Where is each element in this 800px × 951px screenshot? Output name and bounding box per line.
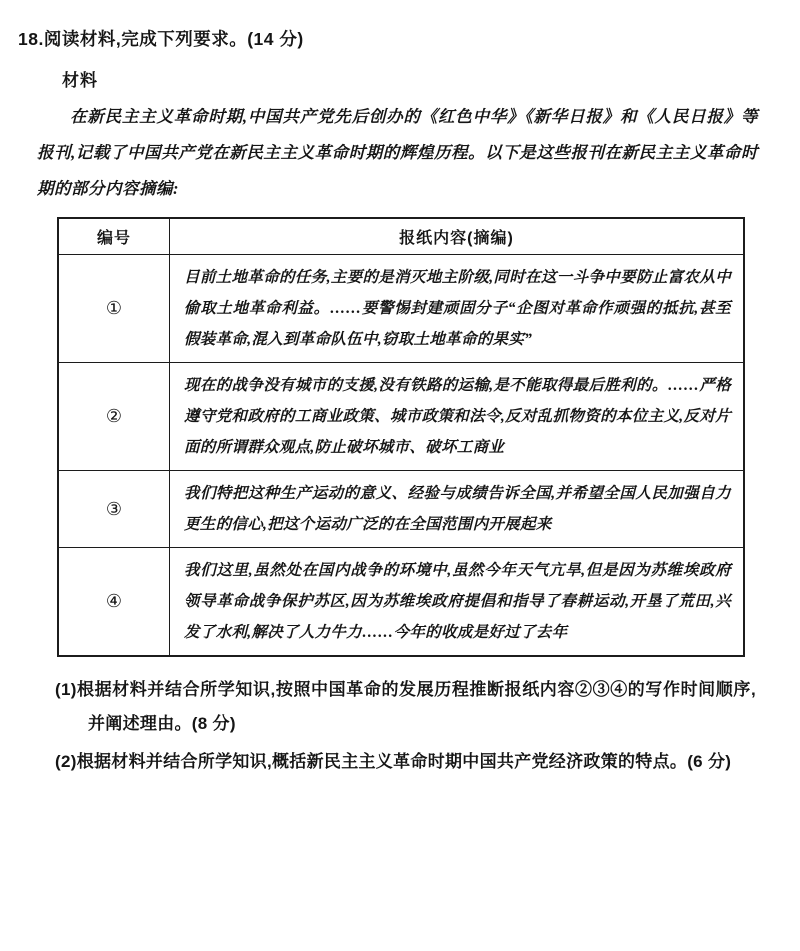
sub-question-2-label: (2) [55,752,77,771]
question-header [18,26,770,52]
row-content: 我们特把这种生产运动的意义、经验与成绩告诉全国,并希望全国人民加强自力更生的信心,把这个运动广泛的在全国范围内开展起来 [170,471,745,548]
sub-question-1 [55,673,756,741]
material-label: 材料 [62,71,98,90]
row-id: ③ [58,471,170,548]
sub-question-2-text: 根据材料并结合所学知识,概括新民主主义革命时期中国共产党经济政策的特点。(6 分) [76,752,732,771]
table-row [58,548,744,657]
row-id: ④ [58,548,170,657]
table-row [58,471,744,548]
table-row [58,363,744,471]
sub-question-1-text: 根据材料并结合所学知识,按照中国革命的发展历程推断报纸内容②③④的写作时间顺序,并阐述理由。(8 分) [76,680,756,733]
row-id: ② [58,363,170,471]
sub-question-1-label: (1) [55,680,77,699]
question-number: 18. [18,29,44,49]
table-row [58,255,744,363]
table-header-row [58,218,744,255]
column-header-content: 报纸内容(摘编) [170,218,745,255]
question-intro: 阅读材料,完成下列要求。(14 分) [43,29,304,49]
column-header-id: 编号 [58,218,170,255]
material-paragraph: 在新民主主义革命时期,中国共产党先后创办的《红色中华》《新华日报》和《人民日报》等报刊,记载了中国共产党在新民主主义革命时期的辉煌历程。以下是这些报刊在新民主主义革命时期的部分内容摘编: [37,107,758,198]
row-content: 现在的战争没有城市的支援,没有铁路的运输,是不能取得最后胜利的。……严格遵守党和政府的工商业政策、城市政策和法令,反对乱抓物资的本位主义,反对片面的所谓群众观点,防止破坏城市、破坏工商业 [170,363,745,471]
row-content: 目前土地革命的任务,主要的是消灭地主阶级,同时在这一斗争中要防止富农从中偷取土地革命利益。……要警惕封建顽固分子“企图对革命作顽强的抵抗,甚至假装革命,混入到革命队伍中,窃取土地革命的果实” [170,255,745,363]
sub-question-2 [55,745,756,779]
newspaper-table-body [58,255,744,657]
newspaper-content-table [57,217,745,657]
row-id: ① [58,255,170,363]
row-content: 我们这里,虽然处在国内战争的环境中,虽然今年天气亢旱,但是因为苏维埃政府领导革命战争保护苏区,因为苏维埃政府提倡和指导了春耕运动,开垦了荒田,兴发了水利,解决了人力牛力……今年的收成是好过了去年 [170,548,745,657]
sub-questions [55,673,756,779]
